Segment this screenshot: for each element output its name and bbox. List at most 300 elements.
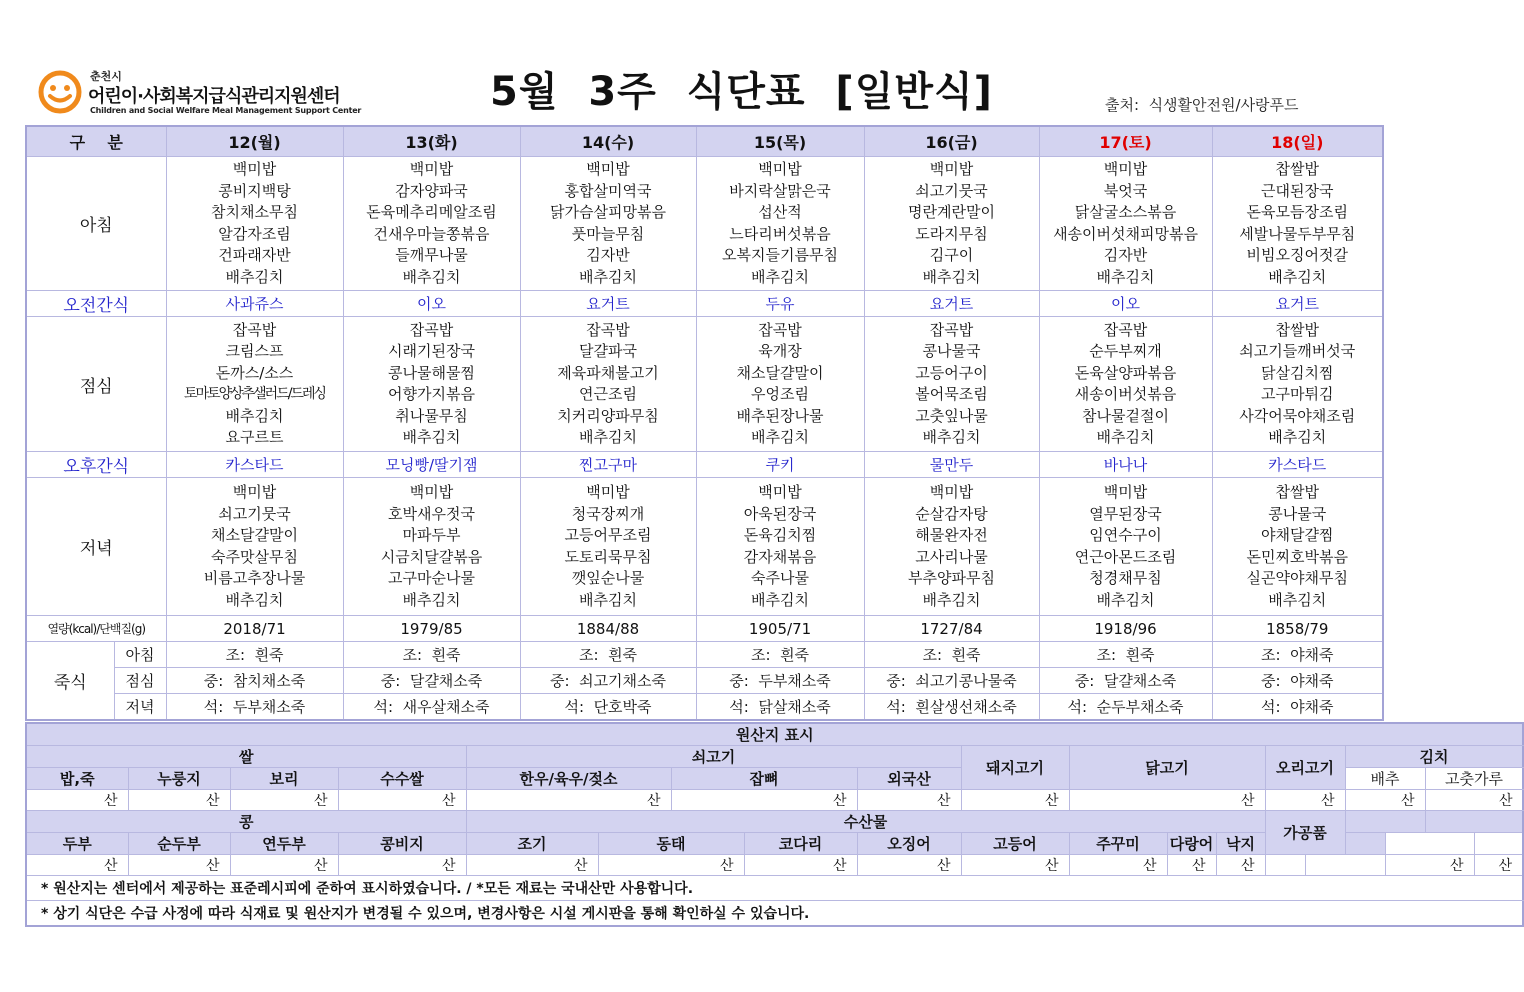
pm-snack-cell: 바나나 [1039, 452, 1212, 478]
dish-item: 명란계란말이 [908, 203, 995, 221]
day-header-row [26, 126, 1383, 157]
dish-item: 임연수구이 [1089, 526, 1162, 544]
porridge-cell: 석: 흰살생선채소죽 [864, 694, 1039, 720]
dish-item: 해물완자전 [915, 526, 988, 544]
org-name: 어린이·사회복지급식관리지원센터 [88, 86, 340, 107]
origin-mark: 산 [1069, 790, 1265, 811]
dish-item: 고등어구이 [915, 363, 988, 382]
dish-item: 마파두부 [402, 526, 461, 544]
origin-mark: 산 [128, 790, 230, 811]
weekly-menu-table [25, 125, 1384, 721]
dish-item: 찹쌀밥 [1275, 160, 1319, 178]
dish-item: 배추김치 [1096, 428, 1155, 446]
dinner-cell [520, 478, 696, 616]
seafood-item: 낙지 [1216, 833, 1265, 855]
seafood-item: 고등어 [961, 833, 1069, 855]
pm-snack-row [26, 452, 1383, 478]
porridge-cell: 중: 달걀채소죽 [343, 668, 520, 694]
origin-note: * 상기 식단은 수급 사정에 따라 식재료 및 원산지가 변경될 수 있으며, 변경사항은 시설 게시판을 통해 확인하실 수 있습니다. [26, 901, 1523, 927]
dish-item: 부추양파무침 [908, 569, 995, 587]
origin-mark: 산 [1265, 790, 1345, 811]
porridge-row [26, 668, 1383, 694]
dish-item: 백미밥 [1103, 160, 1148, 178]
dish-item: 시래기된장국 [388, 342, 475, 360]
kcal-cell: 1918/96 [1039, 616, 1212, 642]
dish-item: 배추김치 [225, 406, 284, 425]
dish-item: 풋마늘무침 [571, 224, 645, 243]
seafood-item: 다랑어 [1167, 833, 1216, 855]
dish-item: 잡곡밥 [1103, 320, 1148, 339]
pm-snack-cell: 물만두 [864, 452, 1039, 478]
dish-item: 백미밥 [1103, 483, 1148, 501]
day-header: 15(목) [696, 126, 864, 157]
dish-item: 시금치달걀볶음 [380, 547, 483, 566]
origin-mark: 산 [1345, 790, 1425, 811]
dish-item: 호박새우젓국 [388, 504, 475, 523]
dish-item: 돈민찌호박볶음 [1246, 547, 1348, 566]
dish-item: 돈육모듬장조림 [1246, 203, 1348, 221]
origin-mark: 산 [598, 855, 744, 876]
origin-mark: 산 [1425, 790, 1523, 811]
origin-mark: 산 [961, 855, 1069, 876]
dish-item: 백미밥 [929, 483, 974, 501]
breakfast-cell [1212, 157, 1383, 291]
rice-item: 보리 [230, 768, 338, 790]
dish-item: 달걀파국 [579, 342, 637, 360]
dish-item: 배추김치 [402, 267, 461, 286]
dish-item: 연근아몬드조림 [1074, 547, 1177, 566]
dish-item: 백미밥 [586, 160, 630, 178]
origin-category-row [26, 746, 1523, 768]
dish-item: 바지락살맑은국 [729, 181, 831, 200]
lunch-cell [1039, 317, 1212, 452]
origin-mark: 산 [230, 790, 338, 811]
porridge-cell: 석: 닭살채소죽 [696, 694, 864, 720]
dish-item: 배추김치 [751, 267, 809, 286]
origin-mark-empty [1265, 855, 1305, 876]
dish-item: 돈육메추리메알조림 [366, 203, 497, 221]
dish-item: 사각어묵야채조림 [1239, 406, 1356, 425]
bean-item: 연두부 [230, 833, 338, 855]
chicken-header: 닭고기 [1069, 746, 1265, 790]
dish-item: 우엉조림 [751, 385, 809, 403]
origin-note: * 원산지는 센터에서 제공하는 표준레시피에 준하여 표시하였습니다. / *모든 재료는 국내산만 사용합니다. [26, 876, 1523, 901]
dish-item: 닭가슴살피망볶음 [550, 203, 666, 221]
seafood-item: 오징어 [857, 833, 961, 855]
dish-item: 배추김치 [751, 428, 809, 446]
porridge-cell: 중: 참치채소죽 [166, 668, 343, 694]
dish-item: 청경채무침 [1089, 569, 1162, 587]
dish-item: 찹쌀밥 [1275, 483, 1319, 501]
dish-item: 쇠고기뭇국 [218, 504, 291, 523]
dish-item: 제육파채불고기 [557, 363, 659, 382]
porridge-cell: 조: 흰죽 [343, 642, 520, 668]
origin-mark: 산 [857, 855, 961, 876]
dish-item: 김자반 [586, 246, 630, 264]
dish-item: 배추김치 [922, 428, 981, 446]
dish-item: 백미밥 [758, 160, 802, 178]
dish-item: 요구르트 [225, 428, 284, 446]
center-logo [38, 68, 378, 118]
origin-note-row [26, 876, 1523, 901]
dish-item: 홍합살미역국 [564, 181, 652, 200]
dish-item: 치커리양파무침 [557, 406, 659, 425]
origin-mark: 산 [338, 855, 466, 876]
porridge-cell: 석: 두부채소죽 [166, 694, 343, 720]
page-header [0, 0, 1403, 124]
dish-item: 알감자조림 [218, 224, 291, 243]
porridge-cell: 조: 흰죽 [520, 642, 696, 668]
dinner-cell [166, 478, 343, 616]
dish-item: 열무된장국 [1089, 504, 1162, 523]
dish-item: 아욱된장국 [743, 504, 817, 523]
empty-header [1425, 811, 1523, 833]
porridge-sub-label: 점심 [114, 668, 166, 694]
duck-header: 오리고기 [1265, 746, 1345, 790]
seafood-header: 수산물 [466, 811, 1265, 833]
pm-snack-label: 오후간식 [26, 452, 166, 478]
dish-item: 돈까스/소스 [215, 363, 294, 382]
dish-item: 배추김치 [1268, 590, 1327, 609]
dish-item: 찹쌀밥 [1275, 320, 1319, 339]
dish-item: 도라지무침 [915, 224, 988, 243]
beef-item: 잡뼈 [671, 768, 857, 790]
lunch-cell [520, 317, 696, 452]
lunch-cell [1212, 317, 1383, 452]
dish-item: 건새우마늘쫑볶음 [373, 224, 490, 243]
dish-item: 숙주맛살무침 [211, 547, 298, 566]
dish-item: 배추김치 [579, 267, 637, 286]
porridge-cell: 석: 순두부채소죽 [1039, 694, 1212, 720]
dish-item: 야채달걀찜 [1261, 526, 1334, 544]
am-snack-cell: 이오 [1039, 291, 1212, 317]
lunch-cell [166, 317, 343, 452]
porridge-cell: 중: 쇠고기콩나물죽 [864, 668, 1039, 694]
breakfast-cell [520, 157, 696, 291]
dinner-cell [343, 478, 520, 616]
kcal-cell: 1858/79 [1212, 616, 1383, 642]
pm-snack-cell: 모닝빵/딸기잼 [343, 452, 520, 478]
origin-mark: 산 [744, 855, 857, 876]
porridge-sub-label: 아침 [114, 642, 166, 668]
origin-note-row [26, 901, 1523, 927]
breakfast-label: 아침 [26, 157, 166, 291]
dish-item: 숙주나물 [751, 569, 809, 587]
pm-snack-cell: 카스타드 [1212, 452, 1383, 478]
lunch-label: 점심 [26, 317, 166, 452]
porridge-cell: 중: 쇠고기채소죽 [520, 668, 696, 694]
porridge-cell: 조: 흰죽 [1039, 642, 1212, 668]
dinner-cell [696, 478, 864, 616]
org-english-name: Children and Social Welfare Meal Management Support Center [90, 106, 362, 115]
kcal-cell: 1884/88 [520, 616, 696, 642]
kcal-cell: 1979/85 [343, 616, 520, 642]
porridge-row [26, 642, 1383, 668]
am-snack-cell: 요거트 [520, 291, 696, 317]
origin-mark: 산 [1216, 855, 1265, 876]
dinner-cell [864, 478, 1039, 616]
beef-item: 한우/육우/젖소 [466, 768, 671, 790]
dish-item: 배추김치 [922, 267, 981, 286]
origin-mark: 산 [338, 790, 466, 811]
origin-mark: 산 [1385, 855, 1474, 876]
dish-item: 건파래자반 [218, 246, 291, 264]
dish-item: 순두부찌개 [1089, 342, 1162, 360]
dish-item: 닭살굴소스볶음 [1074, 203, 1177, 221]
lunch-cell [696, 317, 864, 452]
dish-item: 잡곡밥 [586, 320, 630, 339]
origin-mark: 산 [230, 855, 338, 876]
dish-item: 닭살김치찜 [1261, 363, 1334, 382]
origin-title: 원산지 표시 [26, 723, 1523, 746]
dish-item: 콩나물국 [1268, 504, 1327, 523]
kcal-row [26, 616, 1383, 642]
corner-label: 구 분 [26, 126, 166, 157]
page-title: 5월 3주 식단표 [일반식] [490, 69, 993, 115]
am-snack-cell: 사과쥬스 [166, 291, 343, 317]
day-header: 13(화) [343, 126, 520, 157]
origin-mark: 산 [26, 855, 128, 876]
dish-item: 섭산적 [758, 203, 802, 221]
breakfast-cell [864, 157, 1039, 291]
dish-item: 백미밥 [929, 160, 974, 178]
porridge-label: 죽식 [26, 642, 114, 720]
smile-logo-icon [38, 70, 82, 114]
empty-item [1345, 833, 1385, 855]
bean-header: 콩 [26, 811, 466, 833]
dinner-cell [1212, 478, 1383, 616]
rice-item: 수수쌀 [338, 768, 466, 790]
dish-item: 배추김치 [1268, 428, 1327, 446]
source-text: 출처: 식생활안전원/사랑푸드 [1105, 96, 1299, 114]
pork-header: 돼지고기 [961, 746, 1069, 790]
kcal-label: 열량(kcal)/단백질(g) [26, 616, 166, 642]
seafood-item: 코다리 [744, 833, 857, 855]
porridge-cell: 석: 새우살채소죽 [343, 694, 520, 720]
origin-table [25, 722, 1524, 927]
am-snack-cell: 두유 [696, 291, 864, 317]
dish-item: 육개장 [758, 342, 802, 360]
dish-item: 채소달걀말이 [736, 363, 824, 382]
breakfast-cell [343, 157, 520, 291]
dish-item: 돈육살양파볶음 [1074, 363, 1177, 382]
dish-item: 토마토양상추샐러드/드레싱 [184, 386, 326, 402]
dish-item: 북엇국 [1103, 181, 1148, 200]
dish-item: 세발나물두부무침 [1239, 224, 1356, 243]
beef-item: 외국산 [857, 768, 961, 790]
am-snack-cell: 요거트 [864, 291, 1039, 317]
porridge-cell: 석: 야채죽 [1212, 694, 1383, 720]
origin-mark: 산 [26, 790, 128, 811]
dish-item: 배추된장나물 [736, 406, 824, 425]
rice-header: 쌀 [26, 746, 466, 768]
breakfast-cell [166, 157, 343, 291]
dish-item: 콩나물해물찜 [388, 363, 475, 382]
dish-item: 크림스프 [225, 342, 284, 360]
dish-item: 볼어묵조림 [915, 385, 988, 403]
dish-item: 배추김치 [579, 428, 637, 446]
origin-mark: 산 [961, 790, 1069, 811]
breakfast-cell [696, 157, 864, 291]
am-snack-cell: 요거트 [1212, 291, 1383, 317]
dish-item: 새송이버섯볶음 [1074, 385, 1177, 403]
lunch-row [26, 317, 1383, 452]
dish-item: 고구마튀김 [1261, 385, 1334, 403]
bean-item: 두부 [26, 833, 128, 855]
breakfast-cell [1039, 157, 1212, 291]
dish-item: 배추김치 [751, 590, 809, 609]
dish-item: 취나물무침 [395, 406, 468, 425]
dish-item: 고사리나물 [915, 547, 988, 566]
org-city: 춘천시 [90, 70, 122, 83]
kimchi-header: 김치 [1345, 746, 1523, 768]
day-header: 18(일) [1212, 126, 1383, 157]
dish-item: 쇠고기들깨버섯국 [1239, 342, 1356, 360]
dish-item: 청국장찌개 [571, 504, 645, 523]
am-snack-label: 오전간식 [26, 291, 166, 317]
origin-mark: 산 [1474, 855, 1523, 876]
empty-header [1345, 811, 1425, 833]
origin-mark: 산 [128, 855, 230, 876]
kimchi-item: 배추 [1345, 768, 1425, 790]
dish-item: 채소달걀말이 [211, 526, 298, 544]
dish-item: 돈육김치찜 [743, 526, 817, 544]
porridge-cell: 조: 흰죽 [166, 642, 343, 668]
day-header: 14(수) [520, 126, 696, 157]
dish-item: 잡곡밥 [232, 320, 277, 339]
origin-mark: 산 [1167, 855, 1216, 876]
pm-snack-cell: 쿠키 [696, 452, 864, 478]
dish-item: 백미밥 [232, 483, 277, 501]
dish-item: 배추김치 [579, 590, 637, 609]
porridge-cell: 조: 흰죽 [864, 642, 1039, 668]
porridge-cell: 조: 야채죽 [1212, 642, 1383, 668]
dish-item: 콩나물국 [922, 342, 981, 360]
dish-item: 백미밥 [409, 160, 454, 178]
dish-item: 콩비지백탕 [218, 181, 291, 200]
bean-item: 콩비지 [338, 833, 466, 855]
dish-item: 연근조림 [579, 385, 637, 403]
dish-item: 감자채볶음 [743, 547, 817, 566]
kimchi-item: 고춧가루 [1425, 768, 1523, 790]
dish-item: 잡곡밥 [929, 320, 974, 339]
day-header: 12(월) [166, 126, 343, 157]
origin-mark: 산 [857, 790, 961, 811]
origin-mark: 산 [1069, 855, 1167, 876]
kcal-cell: 2018/71 [166, 616, 343, 642]
dish-item: 쇠고기뭇국 [915, 181, 988, 200]
dish-item: 잡곡밥 [409, 320, 454, 339]
dish-item: 백미밥 [586, 483, 630, 501]
seafood-item: 조기 [466, 833, 598, 855]
origin-mark-row-1 [26, 790, 1523, 811]
rice-item: 밥,죽 [26, 768, 128, 790]
day-header: 16(금) [864, 126, 1039, 157]
origin-mark: 산 [671, 790, 857, 811]
am-snack-cell: 이오 [343, 291, 520, 317]
dish-item: 배추김치 [225, 590, 284, 609]
dish-item: 잡곡밥 [758, 320, 802, 339]
porridge-cell: 중: 달걀채소죽 [1039, 668, 1212, 694]
dinner-label: 저녁 [26, 478, 166, 616]
dish-item: 참나물겉절이 [1082, 406, 1169, 425]
dish-item: 들깨무나물 [395, 246, 468, 264]
pm-snack-cell: 찐고구마 [520, 452, 696, 478]
origin-mark: 산 [466, 855, 598, 876]
dish-item: 배추김치 [402, 590, 461, 609]
dish-item: 도토리묵무침 [564, 547, 652, 566]
dish-item: 김구이 [929, 246, 974, 264]
am-snack-row [26, 291, 1383, 317]
dish-item: 새송이버섯채피망볶음 [1053, 224, 1198, 243]
kcal-cell: 1905/71 [696, 616, 864, 642]
dish-item: 고춧잎나물 [915, 406, 988, 425]
rice-item: 누룽지 [128, 768, 230, 790]
lunch-cell [343, 317, 520, 452]
day-header: 17(토) [1039, 126, 1212, 157]
dish-item: 비빔오징어젓갈 [1246, 246, 1348, 264]
dish-item: 느타리버섯볶음 [729, 224, 831, 243]
dish-item: 실곤약야채무침 [1246, 569, 1348, 587]
dish-item: 참치채소무침 [211, 203, 298, 221]
dish-item: 김자반 [1103, 246, 1148, 264]
dish-item: 배추김치 [1096, 590, 1155, 609]
origin-mark: 산 [466, 790, 671, 811]
porridge-cell: 석: 단호박죽 [520, 694, 696, 720]
dish-item: 오복지들기름무침 [722, 246, 838, 264]
dish-item: 배추김치 [922, 590, 981, 609]
kcal-cell: 1727/84 [864, 616, 1039, 642]
porridge-cell: 조: 흰죽 [696, 642, 864, 668]
bean-item: 순두부 [128, 833, 230, 855]
origin-title-row [26, 723, 1523, 746]
origin-category-row-2 [26, 811, 1523, 833]
dish-item: 백미밥 [758, 483, 802, 501]
porridge-cell: 중: 야채죽 [1212, 668, 1383, 694]
dish-item: 배추김치 [1268, 267, 1327, 286]
lunch-cell [864, 317, 1039, 452]
seafood-item: 주꾸미 [1069, 833, 1167, 855]
beef-header: 쇠고기 [466, 746, 961, 768]
dish-item: 배추김치 [225, 267, 284, 286]
porridge-row [26, 694, 1383, 720]
dish-item: 감자양파국 [395, 181, 468, 200]
empty-item [1474, 833, 1523, 855]
dish-item: 배추김치 [1096, 267, 1155, 286]
porridge-sub-label: 저녁 [114, 694, 166, 720]
pm-snack-cell: 카스타드 [166, 452, 343, 478]
dish-item: 고등어무조림 [564, 526, 652, 544]
porridge-cell: 중: 두부채소죽 [696, 668, 864, 694]
dish-item: 고구마순나물 [388, 569, 475, 587]
seafood-item: 동태 [598, 833, 744, 855]
dish-item: 백미밥 [232, 160, 277, 178]
dish-item: 백미밥 [409, 483, 454, 501]
empty-item [1385, 833, 1474, 855]
dish-item: 근대된장국 [1261, 181, 1334, 200]
dish-item: 어향가지볶음 [388, 385, 475, 403]
dish-item: 비름고추장나물 [203, 569, 306, 587]
dinner-cell [1039, 478, 1212, 616]
dish-item: 깻잎순나물 [571, 569, 645, 587]
breakfast-row [26, 157, 1383, 291]
dish-item: 배추김치 [402, 428, 461, 446]
origin-mark-empty [1305, 855, 1385, 876]
dinner-row [26, 478, 1383, 616]
processed-header: 가공품 [1265, 811, 1345, 855]
dish-item: 순살감자탕 [915, 504, 988, 523]
origin-mark-row-2 [26, 855, 1523, 876]
